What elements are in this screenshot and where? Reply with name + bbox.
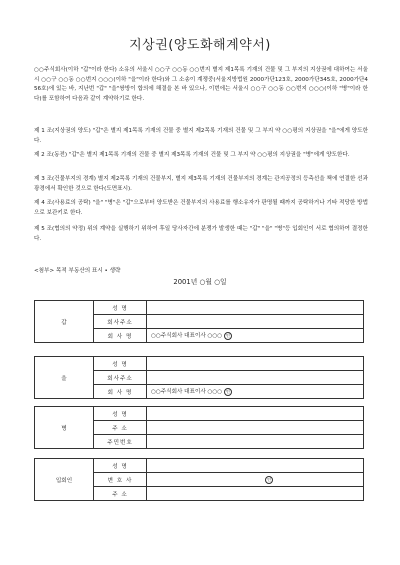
field-label: 성 명 <box>94 407 147 421</box>
field-value-cell <box>147 473 364 487</box>
seal-mark: 인 <box>224 332 232 340</box>
field-value <box>147 301 364 315</box>
witness-table <box>34 458 364 501</box>
party-role: 갑 <box>35 301 94 343</box>
party-role: 입회인 <box>35 459 94 501</box>
field-value: ○○주식회사 대표이사 ○○○ <box>151 389 223 396</box>
document-title: 지상권(양도화해계약서) <box>129 38 271 53</box>
field-label: 회 사 명 <box>94 329 147 343</box>
article-1: 제 1 조(지상권의 양도) "갑"은 별지 제1목록 기재의 건물 중 별지 제2목록 기재의 건물 및 그 부지 약 ○○평의 지상권을 "을"에게 양도한다. <box>34 128 368 144</box>
party-byeong-table <box>34 406 364 449</box>
field-value <box>147 371 364 385</box>
field-value <box>147 407 364 421</box>
intro-paragraph: ○○주식회사(이하 "갑"이라 한다) 소유의 서울시 ○○구 ○○동 ○○번지 별지 제1목록 기재의 건물 및 그 부지의 지상권에 대하여는 서울시 ○○구 ○○동 ○○번지 ○○○(이하 "을"이라 한다)와 그 소송이 계쟁중(서울지방법원 2000가단123호, 2000가단345호, 2000가단456호)에 있는 바, 지난번 "갑" "을"쌍방이 합의에 해결을 본 바 있으나, 이번에는 서울시 ○○구 ○○동 ○○번지 ○○○(이하 "병"이라 한다)를 포함하여 다음과 같이 계약하기로 한다. <box>34 67 368 102</box>
field-label: 주 소 <box>94 421 147 435</box>
field-value-cell <box>147 385 364 399</box>
party-gap-table <box>34 300 364 343</box>
contract-date: 2001년 ○월 ○일 <box>173 278 227 286</box>
field-label: 주 소 <box>94 487 147 501</box>
field-label: 회 사 명 <box>94 385 147 399</box>
field-label: 회사주소 <box>94 315 147 329</box>
party-role: 을 <box>35 357 94 399</box>
field-value-cell <box>147 329 364 343</box>
field-value: ○○주식회사 대표이사 ○○○ <box>151 333 223 340</box>
field-value <box>147 421 364 435</box>
field-value <box>147 357 364 371</box>
attachment-note: <첨부> 목적 부동산의 표시 • 생략 <box>34 268 121 274</box>
field-value <box>147 435 364 449</box>
field-label: 주민번호 <box>94 435 147 449</box>
field-label: 성 명 <box>94 357 147 371</box>
seal-mark: 인 <box>224 388 232 396</box>
field-label: 회사주소 <box>94 371 147 385</box>
field-label: 성 명 <box>94 459 147 473</box>
field-label: 성 명 <box>94 301 147 315</box>
article-5: 제 5 조(협의의 약정) 위의 계약을 실행하기 위하여 후일 당사자간에 분쟁가 발생한 때는 "갑" "을" "병"등 입회인이 서로 협의하여 결정한다. <box>34 226 368 242</box>
seal-mark: 인 <box>265 476 273 484</box>
field-value <box>147 487 364 501</box>
party-role: 병 <box>35 407 94 449</box>
article-4: 제 4 조(사용료의 공탁) "을" "병"은 "갑"으로부터 양도받은 건물부지의 사용료를 행소유자가 판명될 때까지 공탁하거나 기타 적당한 방법으로 보관키로 한다. <box>34 200 368 216</box>
party-eul-table <box>34 356 364 399</box>
field-value <box>147 459 364 473</box>
article-2: 제 2 조(동전) "갑"은 별지 제1목록 기재의 건물 중 별지 제3목록 기재의 건물 및 그 부지 약 ○○평의 지상권을 "병"에게 양도한다. <box>34 152 350 158</box>
field-label: 변 호 사 <box>94 473 147 487</box>
article-3: 제 3 조(건물부지의 경계) 별지 제2목록 기재의 건물부지, 별지 제3목록 기재의 건물부지의 경계는 관지공정의 등측선을 책에 연결한 선과 광경에서 확인한 것으로 한다(도면표시). <box>34 176 368 192</box>
field-value <box>147 315 364 329</box>
